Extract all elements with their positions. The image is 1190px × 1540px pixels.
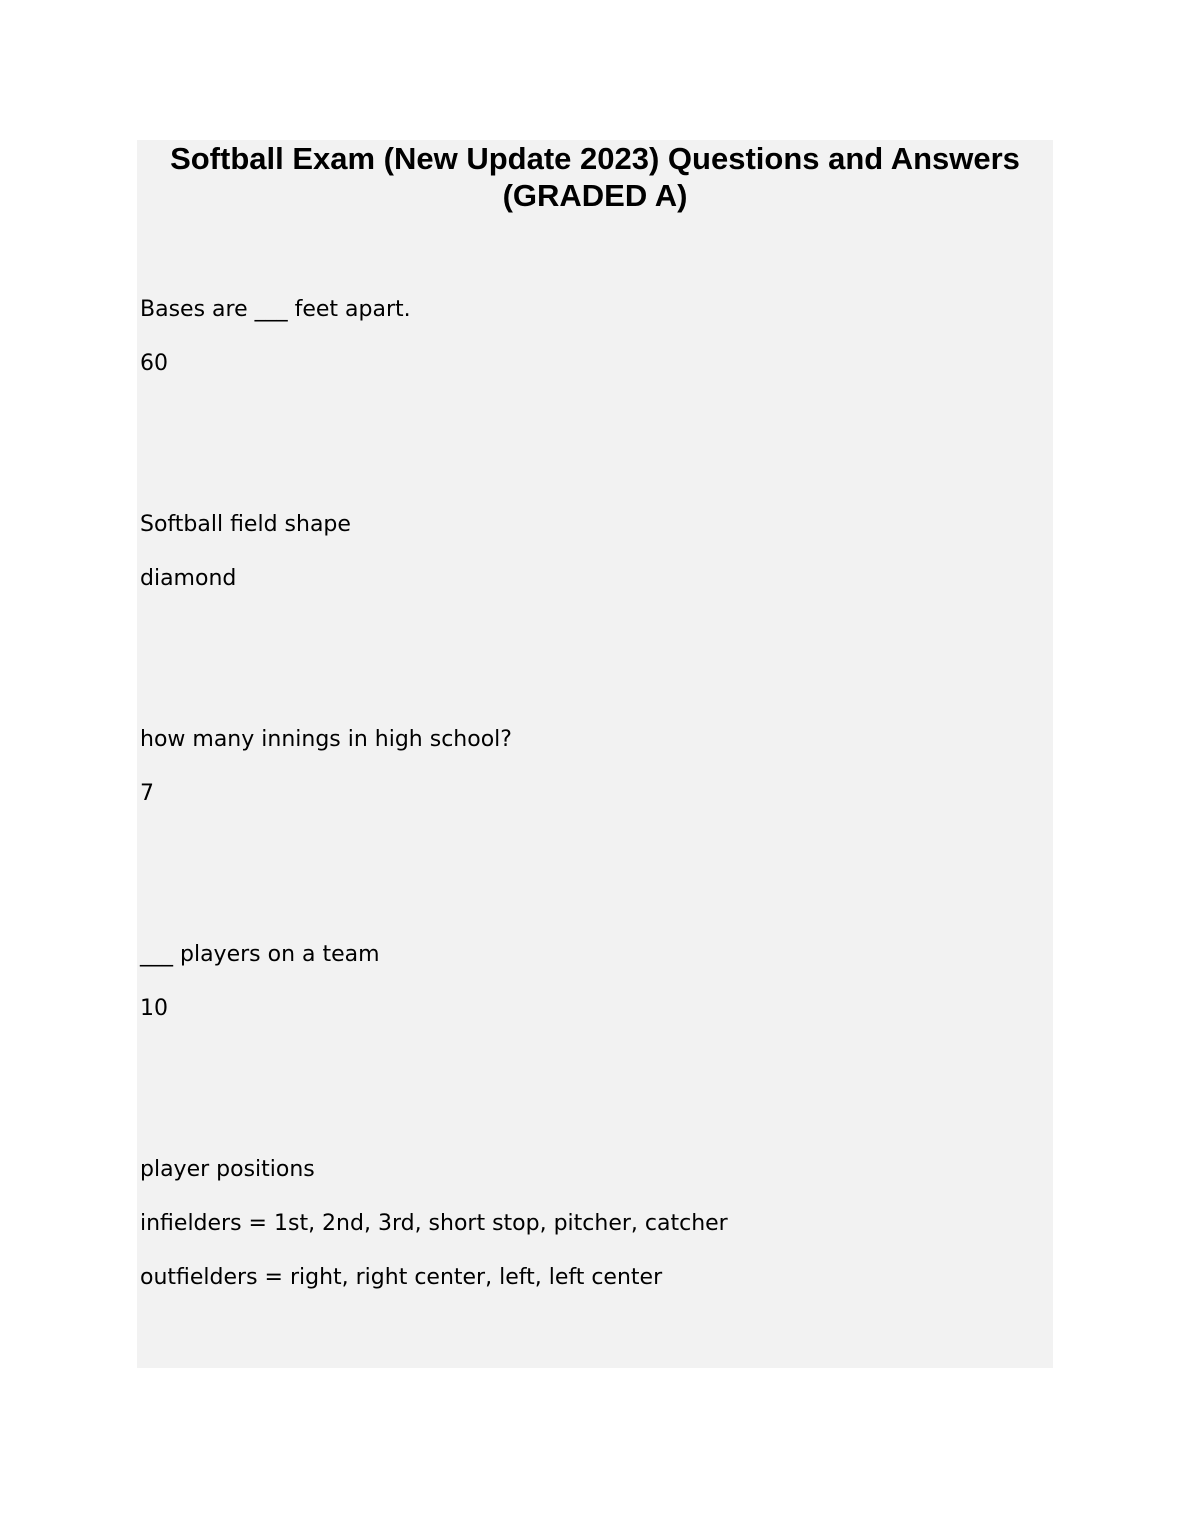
question-text: Bases are ___ feet apart.: [140, 297, 411, 322]
question-text: ___ players on a team: [140, 942, 380, 967]
qa-item: [140, 1155, 1040, 1317]
qa-item: [140, 510, 1040, 618]
answer-text: 10: [140, 996, 168, 1021]
answer-text: infielders = 1st, 2nd, 3rd, short stop, pitcher, catcher: [140, 1211, 728, 1236]
qa-item: [140, 295, 1040, 403]
document-title: Softball Exam (New Update 2023) Questions and Answers (GRADED A): [170, 141, 1020, 213]
question-text: how many innings in high school?: [140, 727, 512, 752]
question-text: Softball field shape: [140, 512, 351, 537]
qa-item: [140, 725, 1040, 833]
answer-text: 60: [140, 351, 168, 376]
qa-item: [140, 940, 1040, 1048]
document-page: [137, 140, 1053, 1368]
answer-text: 7: [140, 781, 154, 806]
answer-text: outfielders = right, right center, left, left center: [140, 1265, 663, 1290]
answer-text: diamond: [140, 566, 237, 591]
question-text: player positions: [140, 1157, 315, 1182]
